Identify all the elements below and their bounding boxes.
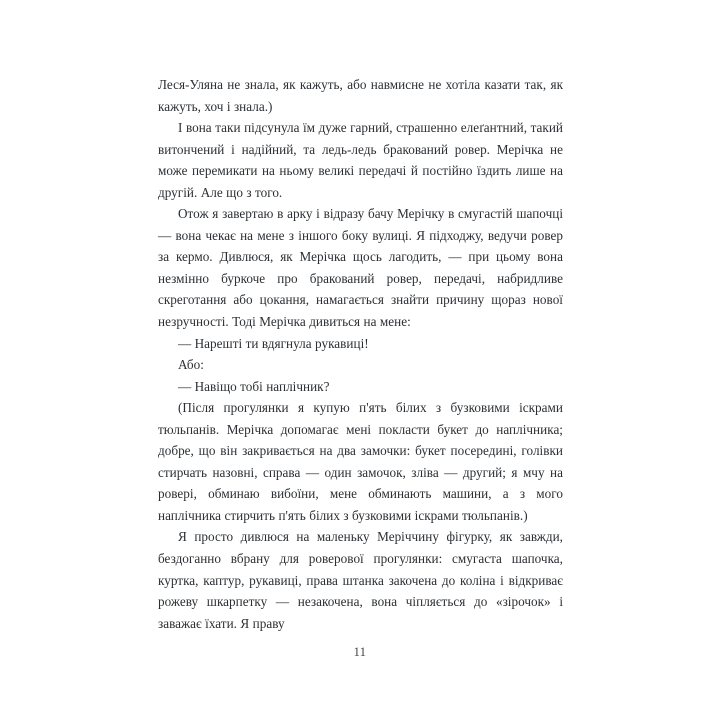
paragraph: І вона таки підсунула їм дуже гарний, страшенно елеґантний, такий витончений і надійний, та ледь-ледь бракований ровер. Мерічка не може перемикати на ньому великі передачі й постійно їздить лише на другій. Але що з того. <box>158 120 563 200</box>
dialogue-line: — Нарешті ти вдягнула рукавиці! <box>178 335 369 351</box>
paragraph: (Після прогулянки я купую п'ять білих з бузковими іскрами тюльпанів. Мерічка допомагає мені покласти букет до наплічника; добре, що він закривається на два замочки: букет посередині, голівки стирчать назовні, справа — один замочок, зліва — другий; я мчу на ровері, обминаю вибоїни, мене обминають машини, а з мого наплічника стирчить п'ять білих з бузковими іскрами тюльпанів.) <box>158 400 563 523</box>
paragraph: Леся-Уляна не знала, як кажуть, або навмисне не хотіла казати так, як кажуть, хоч і знала.) <box>158 77 563 114</box>
paragraph: Отож я завертаю в арку і відразу бачу Мерічку в смугастій шапочці — вона чекає на мене з іншого боку вулиці. Я підходжу, ведучи ровер за кермо. Дивлюся, як Мерічка щось лагодить, — при цьому вона незмінно буркоче про бракований ровер, передачі, набридливе скреготання або цокання, намагається знайти причину щораз нової незручності. Тоді Мерічка дивиться на мене: <box>158 206 563 330</box>
dialogue-line: Або: <box>178 357 204 373</box>
dialogue-line: — Навіщо тобі наплічник? <box>178 378 330 394</box>
paragraph: Я просто дивлюся на маленьку Меріччину фігурку, як завжди, бездоганно вбрану для роверової прогулянки: смугаста шапочка, куртка, каптур, рукавиці, права штанка закочена до коліна і відкриває рожеву шкарпетку — незакочена, вона чіпляється до «зірочок» і заважає їхати. Я праву <box>158 529 563 631</box>
page-number: 11 <box>353 645 367 659</box>
page-text-body <box>158 74 563 634</box>
